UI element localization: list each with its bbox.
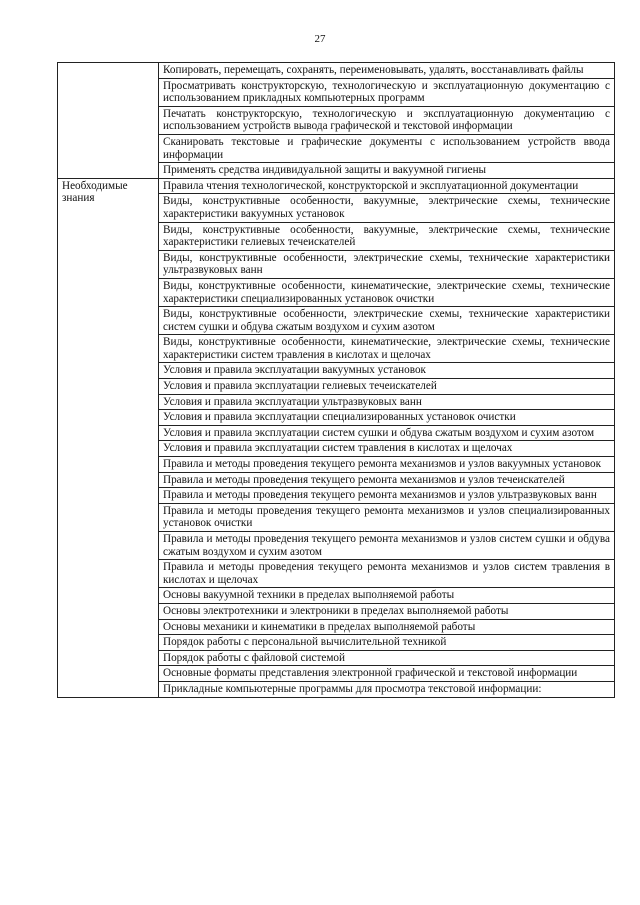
table-row bbox=[58, 178, 615, 194]
knowledge-cell: Основы вакуумной техники в пределах выполняемой работы bbox=[159, 588, 615, 604]
knowledge-cell: Условия и правила эксплуатации ультразвуковых ванн bbox=[159, 394, 615, 410]
requirement-cell: Копировать, перемещать, сохранять, переименовывать, удалять, восстанавливать файлы bbox=[159, 63, 615, 79]
knowledge-cell: Правила и методы проведения текущего ремонта механизмов и узлов ультразвуковых ванн bbox=[159, 488, 615, 504]
requirement-cell: Просматривать конструкторскую, технологическую и эксплуатационную документацию с использованием прикладных компьютерных программ bbox=[159, 78, 615, 106]
empty-label-cell bbox=[58, 63, 159, 179]
knowledge-cell: Виды, конструктивные особенности, кинематические, электрические схемы, технические характеристики специализированных установок очистки bbox=[159, 278, 615, 306]
knowledge-cell: Прикладные компьютерные программы для просмотра текстовой информации: bbox=[159, 681, 615, 697]
knowledge-cell: Условия и правила эксплуатации систем травления в кислотах и щелочах bbox=[159, 441, 615, 457]
knowledge-cell: Порядок работы с файловой системой bbox=[159, 650, 615, 666]
knowledge-cell: Правила и методы проведения текущего ремонта механизмов и узлов систем сушки и обдува сжатым воздухом и сухим азотом bbox=[159, 532, 615, 560]
knowledge-cell: Условия и правила эксплуатации специализированных установок очистки bbox=[159, 410, 615, 426]
knowledge-cell: Правила и методы проведения текущего ремонта механизмов и узлов специализированных установок очистки bbox=[159, 503, 615, 531]
table-body bbox=[58, 63, 615, 698]
knowledge-cell: Правила и методы проведения текущего ремонта механизмов и узлов систем травления в кислотах и щелочах bbox=[159, 560, 615, 588]
requirements-table bbox=[57, 62, 615, 698]
knowledge-cell: Правила и методы проведения текущего ремонта механизмов и узлов вакуумных установок bbox=[159, 457, 615, 473]
knowledge-cell: Порядок работы с персональной вычислительной техникой bbox=[159, 635, 615, 651]
knowledge-cell: Условия и правила эксплуатации гелиевых течеискателей bbox=[159, 379, 615, 395]
knowledge-cell: Виды, конструктивные особенности, вакуумные, электрические схемы, технические характеристики гелиевых течеискателей bbox=[159, 222, 615, 250]
requirement-cell: Печатать конструкторскую, технологическую и эксплуатационную документацию с использованием устройств вывода графической и текстовой информации bbox=[159, 106, 615, 134]
knowledge-cell: Основы механики и кинематики в пределах выполняемой работы bbox=[159, 619, 615, 635]
page-number: 27 bbox=[314, 33, 326, 45]
requirement-cell: Сканировать текстовые и графические документы с использованием устройств ввода информации bbox=[159, 134, 615, 162]
knowledge-cell: Правила чтения технологической, конструкторской и эксплуатационной документации bbox=[159, 178, 615, 194]
knowledge-cell: Виды, конструктивные особенности, электрические схемы, технические характеристики систем сушки и обдува сжатым воздухом и сухим азотом bbox=[159, 307, 615, 335]
knowledge-cell: Виды, конструктивные особенности, вакуумные, электрические схемы, технические характеристики вакуумных установок bbox=[159, 194, 615, 222]
knowledge-cell: Условия и правила эксплуатации систем сушки и обдува сжатым воздухом и сухим азотом bbox=[159, 425, 615, 441]
knowledge-cell: Основные форматы представления электронной графической и текстовой информации bbox=[159, 666, 615, 682]
knowledge-label-cell: Необходимые знания bbox=[58, 178, 159, 697]
knowledge-cell: Виды, конструктивные особенности, электрические схемы, технические характеристики ультразвуковых ванн bbox=[159, 250, 615, 278]
knowledge-cell: Условия и правила эксплуатации вакуумных установок bbox=[159, 363, 615, 379]
knowledge-cell: Правила и методы проведения текущего ремонта механизмов и узлов течеискателей bbox=[159, 472, 615, 488]
table-row bbox=[58, 63, 615, 79]
requirement-cell: Применять средства индивидуальной защиты и вакуумной гигиены bbox=[159, 163, 615, 179]
knowledge-cell: Виды, конструктивные особенности, кинематические, электрические схемы, технические характеристики систем травления в кислотах и щелочах bbox=[159, 335, 615, 363]
knowledge-cell: Основы электротехники и электроники в пределах выполняемой работы bbox=[159, 603, 615, 619]
